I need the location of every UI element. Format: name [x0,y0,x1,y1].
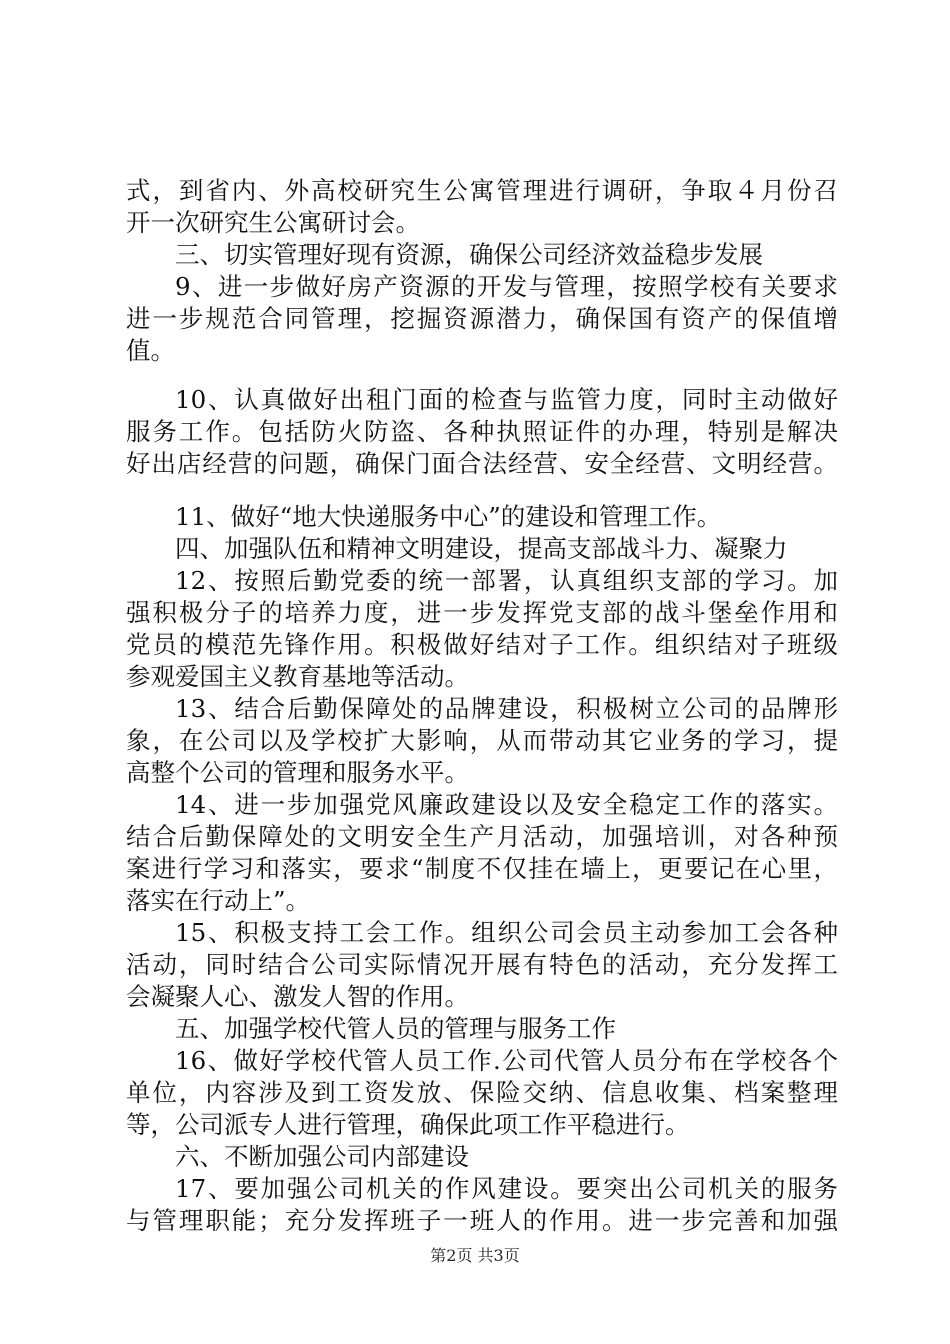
text-line: 13、结合后勤保障处的品牌建设，积极树立公司的品牌形 [175,694,838,723]
text-line: 结合后勤保障处的文明安全生产月活动，加强培训，对各种预 [126,822,838,851]
text-line: 高整个公司的管理和服务水平。 [126,758,469,787]
text-line: 10、认真做好出租门面的检查与监管力度，同时主动做好 [175,385,838,414]
text-line: 12、按照后勤党委的统一部署，认真组织支部的学习。加 [175,566,838,595]
section-heading: 四、加强队伍和精神文明建设，提高支部战斗力、凝聚力 [175,534,788,563]
text-line: 会凝聚人心、激发人智的作用。 [126,982,469,1011]
text-line: 党员的模范先锋作用。积极做好结对子工作。组织结对子班级 [126,630,838,659]
text-line: 强积极分子的培养力度，进一步发挥党支部的战斗堡垒作用和 [126,598,838,627]
text-line: 象，在公司以及学校扩大影响，从而带动其它业务的学习，提 [126,726,838,755]
section-heading: 五、加强学校代管人员的管理与服务工作 [175,1014,616,1043]
text-line: 好出店经营的问题，确保门面合法经营、安全经营、文明经营。 [126,449,838,478]
text-line: 落实在行动上”。 [126,886,311,915]
text-line: 11、做好“地大快递服务中心”的建设和管理工作。 [175,502,722,531]
text-line: 9、进一步做好房产资源的开发与管理，按照学校有关要求 [175,272,838,301]
text-line: 单位，内容涉及到工资发放、保险交纳、信息收集、档案整理 [126,1078,838,1107]
section-heading: 三、切实管理好现有资源，确保公司经济效益稳步发展 [175,240,763,269]
text-line: 等，公司派专人进行管理，确保此项工作平稳进行。 [126,1110,690,1139]
text-line: 15、积极支持工会工作。组织公司会员主动参加工会各种 [175,918,838,947]
text-line: 案进行学习和落实，要求“制度不仅挂在墙上，更要记在心里， [126,854,838,883]
text-line: 值。 [126,336,175,365]
document-body [126,175,838,1237]
text-line: 活动，同时结合公司实际情况开展有特色的活动，充分发挥工 [126,950,838,979]
text-line: 14、进一步加强党风廉政建设以及安全稳定工作的落实。 [175,790,838,819]
text-line: 17、要加强公司机关的作风建设。要突出公司机关的服务 [175,1174,838,1203]
text-line: 开一次研究生公寓研讨会。 [126,208,420,237]
text-line: 参观爱国主义教育基地等活动。 [126,662,469,691]
text-line: 服务工作。包括防火防盗、各种执照证件的办理，特别是解决 [126,417,838,446]
text-line: 16、做好学校代管人员工作.公司代管人员分布在学校各个 [175,1046,838,1075]
text-line: 与管理职能；充分发挥班子一班人的作用。进一步完善和加强 [126,1206,838,1235]
text-line: 进一步规范合同管理，挖掘资源潜力，确保国有资产的保值增 [126,304,838,333]
page-number-footer: 第2页 共3页 [430,1246,520,1265]
text-line: 式，到省内、外高校研究生公寓管理进行调研，争取４月份召 [126,176,838,205]
section-heading: 六、不断加强公司内部建设 [175,1142,469,1171]
